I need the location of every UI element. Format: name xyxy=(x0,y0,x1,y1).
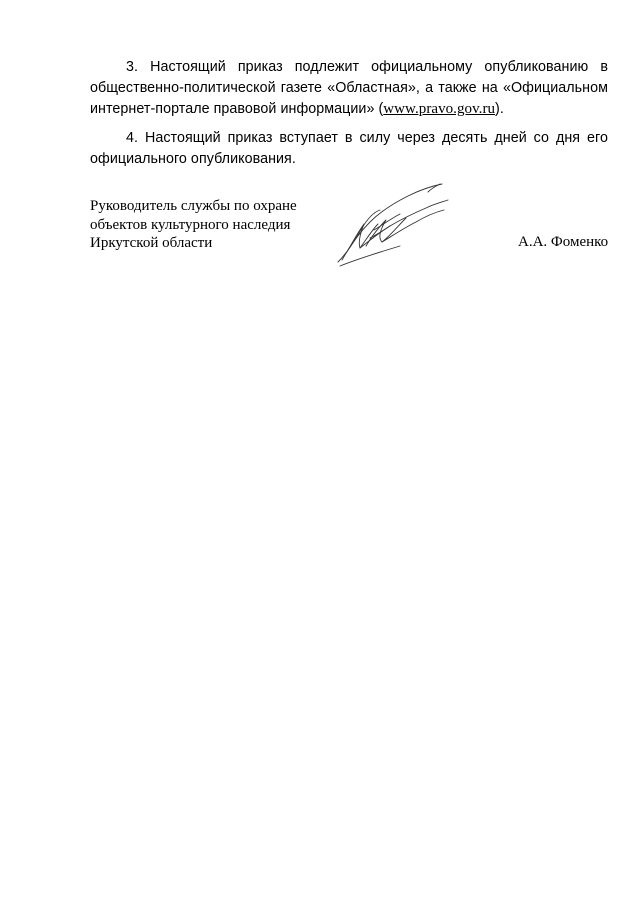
paragraph-3-text: 3. Настоящий приказ подлежит официальному опубликованию в общественно-политической газете «Областная», а также на «Официальном интернет-портале правовой информации» ( xyxy=(90,59,608,117)
handwritten-signature xyxy=(330,180,460,270)
signer-title-line: объектов культурного наследия xyxy=(90,216,291,233)
signer-name: А.А. Фоменко xyxy=(518,234,609,250)
signer-title xyxy=(90,197,330,253)
pravo-link[interactable]: www.pravo.gov.ru xyxy=(383,101,496,117)
paragraph-4: 4. Настоящий приказ вступает в силу через десять дней со дня его официального опубликования. xyxy=(90,130,608,167)
paragraph-3 xyxy=(90,57,608,120)
paragraph-3-end: ). xyxy=(495,101,504,117)
signer-title-line: Иркутской области xyxy=(90,235,213,251)
signer-title-line: Руководитель службы по охране xyxy=(90,198,297,214)
